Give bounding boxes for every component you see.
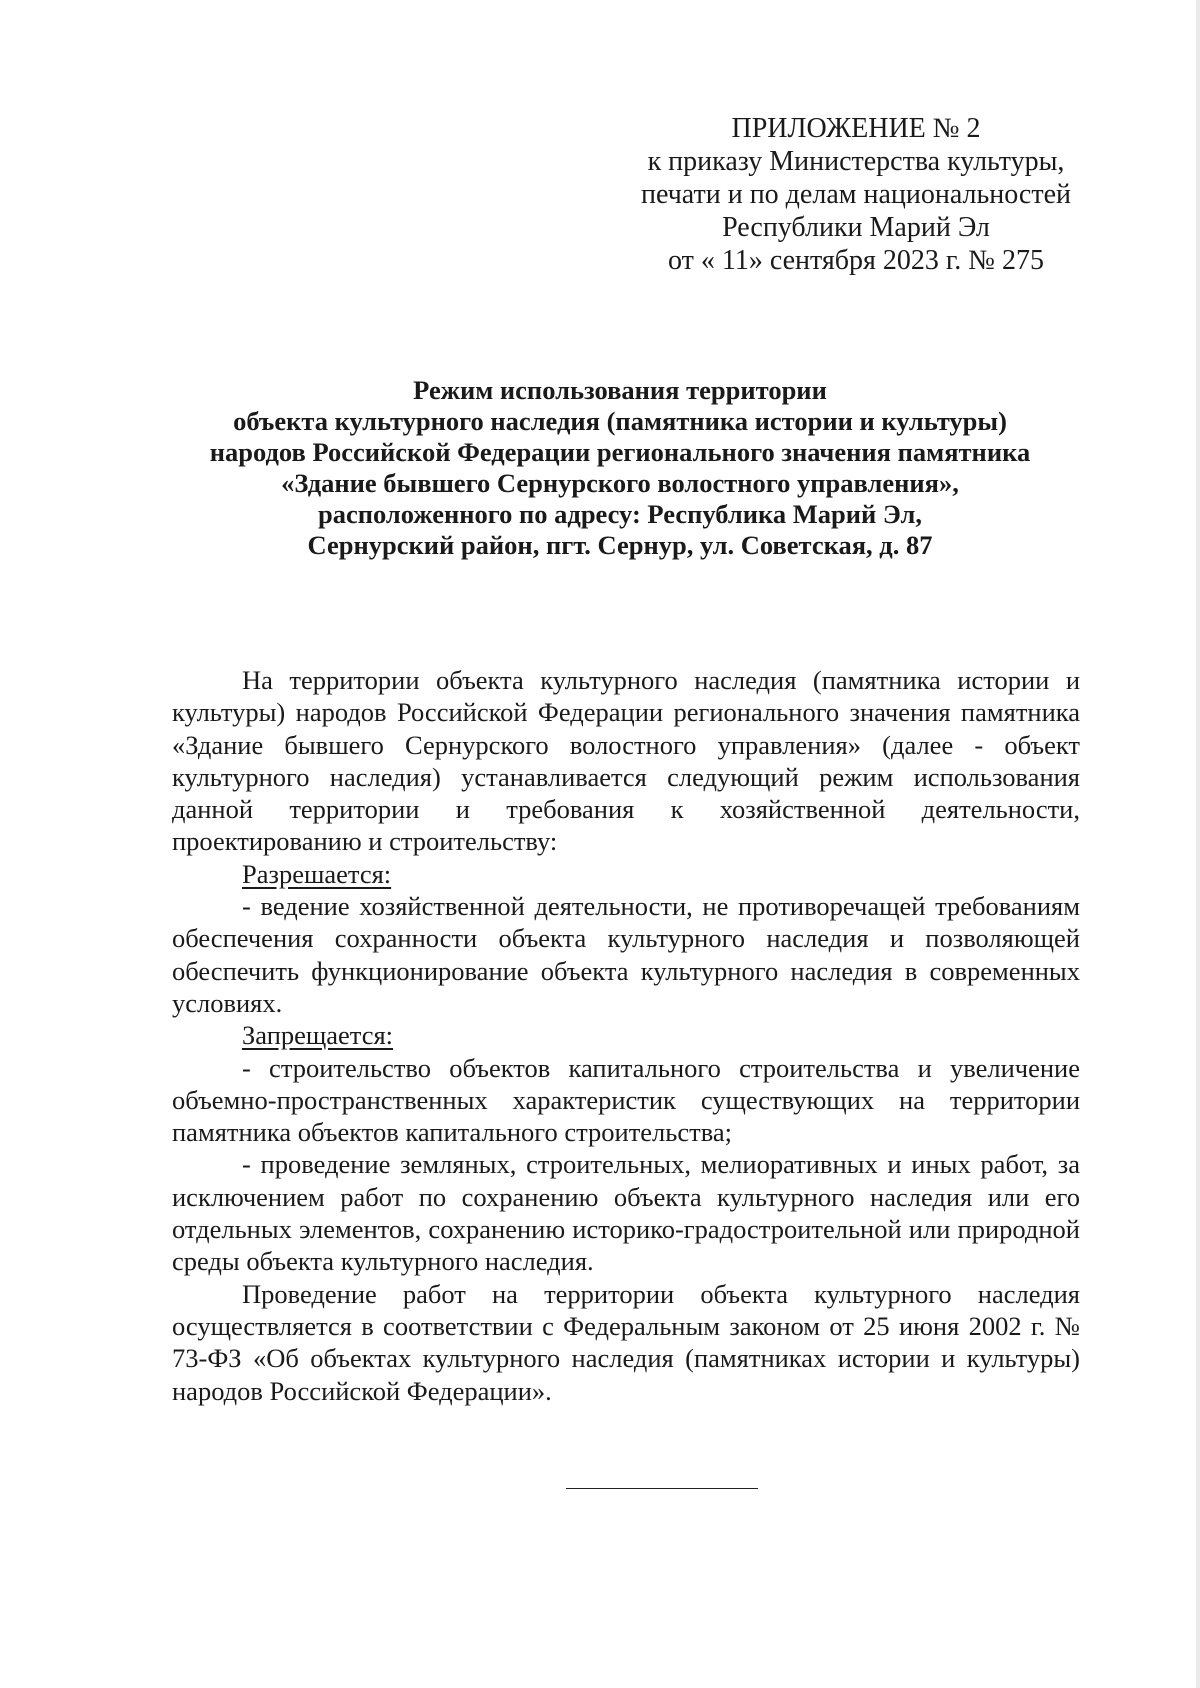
title-line: народов Российской Федерации регионального значения памятника (209, 437, 1031, 467)
title-line: расположенного по адресу: Республика Марий Эл, (317, 499, 923, 529)
intro-paragraph: На территории объекта культурного наследия (памятника истории и культуры) народов Российской Федерации регионального значения памятника «Здание бывшего Сернурского волостного управления» (далее - объект культурного наследия) устанавливается следующий режим использования данной территории и требования к хозяйственной деятельности, проектированию и строительству: (172, 665, 1080, 857)
allowed-item: - ведение хозяйственной деятельности, не противоречащей требованиям обеспечения сохранности объекта культурного наследия и позволяющей обеспечить функционирование объекта культурного наследия в современных условиях. (172, 891, 1080, 1018)
appendix-number: ПРИЛОЖЕНИЕ № 2 (731, 113, 981, 144)
allowed-heading-text: Разрешается: (242, 858, 392, 889)
forbidden-item: - строительство объектов капитального строительства и увеличение объемно-пространственных характеристик существующих на территории памятника объектов капитального строительства; (172, 1052, 1080, 1148)
forbidden-heading-text: Запрещается: (242, 1020, 394, 1051)
title-line: «Здание бывшего Сернурского волостного управления», (281, 468, 959, 498)
title-line: Режим использования территории (413, 375, 827, 405)
allowed-heading (172, 858, 1080, 890)
closing-paragraph: Проведение работ на территории объекта культурного наследия осуществляется в соответствии с Федеральным законом от 25 июня 2002 г. № 73-ФЗ «Об объектах культурного наследия (памятниках истории и культуры) народов Российской Федерации». (172, 1278, 1080, 1406)
title-line: Сернурский район, пгт. Сернур, ул. Советская, д. 87 (307, 530, 933, 560)
title-line: объекта культурного наследия (памятника истории и культуры) (233, 406, 1007, 436)
appendix-line: к приказу Министерства культуры, (647, 146, 1065, 177)
appendix-line: Республики Марий Эл (722, 212, 990, 243)
forbidden-heading (172, 1019, 1080, 1051)
appendix-header (596, 112, 1116, 277)
document-body (172, 664, 1080, 1407)
appendix-order-date: от « 11» сентября 2023 г. № 275 (668, 245, 1044, 276)
forbidden-item: - проведение земляных, строительных, мелиоративных и иных работ, за исключением работ по сохранению объекта культурного наследия или его отдельных элементов, сохранению историко-градостроительной или природной среды объекта культурного наследия. (172, 1149, 1080, 1277)
closing-rule (566, 1488, 758, 1489)
appendix-line: печати и по делам национальностей (640, 179, 1072, 210)
scan-edge (1196, 0, 1200, 1688)
document-title (160, 375, 1080, 561)
